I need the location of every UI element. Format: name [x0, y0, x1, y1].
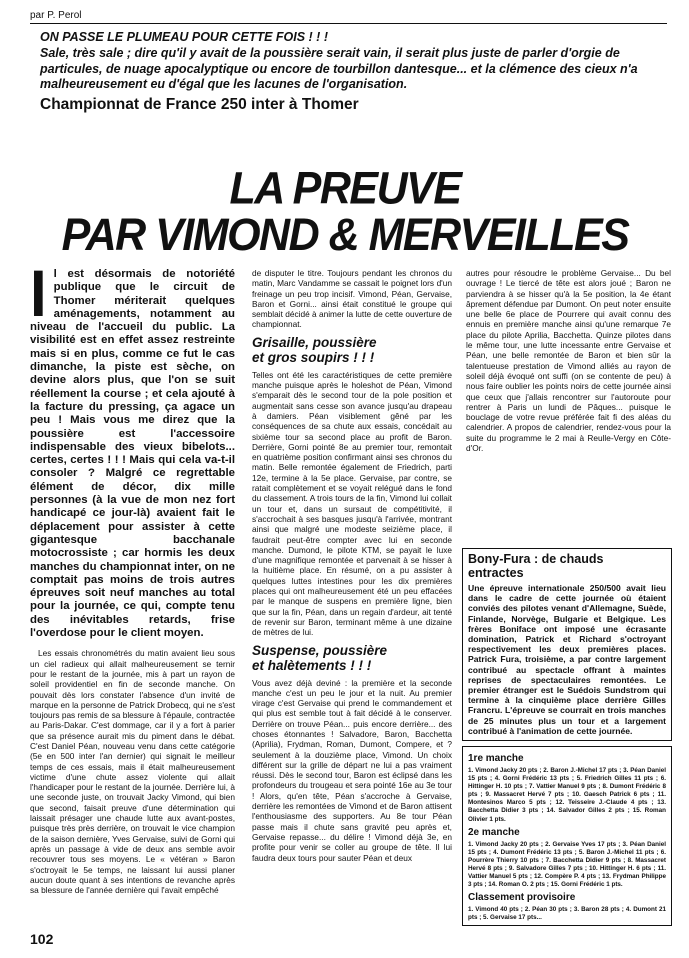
section-heading-2-line-2: et halètements ! ! ! — [252, 657, 372, 673]
results-list-manche-1: 1. Vimond Jacky 20 pts ; 2. Baron J.-Michel 17 pts ; 3. Péan Daniel 15 pts ; 4. Gorni Frédéric 13 pts ; 5. Friedrich Gilles 11 pts ; 6. Hittinger H. 10 pts ; 7. Vattier Manuel 9 pts ; 8. Dumont Frédéric 8 pts ; 9. Massacret Hervé 7 pts ; 10. Gaesch Patrick 6 pts ; 11. Montesinos Marco 5 pts ; 12. Teisseire J.-Claude 4 pts ; 13. Bacchetta Didier 3 pts ; 14. Salvador Gilles 2 pts ; 15. Roman Olivier 1 pts. — [468, 767, 666, 823]
section-heading-2 — [252, 643, 452, 673]
column-2-paragraph-2: Telles ont été les caractéristiques de cette première manche puisque après le holeshot de Péan, Vimond s'emparait dès le second tour de la pole position et augmentait sans cesse son avance jusqu'au drapeau à damiers. Péan visiblement gêné par les conséquences de sa chute aux essais, concédait au sixième tour sa second place au profit de Baron. Derrière, Gorni pointé 8e au premier tour, remontait en quatrième position confirmant ainsi ses chronos du matin. Belle remontée également de Friedrich, parti 12e, termine à la 5e place. Gervaise, par contre, se ratait complètement et se voyait relégué dans le fond du classement. A trois tours de la fin, Vimond lui collait un tour et, dans un sursaut de compétitivité, il s'accrochait à ses basques jusqu'à l'arrivée, montrant ainsi que malgré une modeste seizième place, il faudrait peut-être compter avec lui en seconde manche. Dumond, le pilote KTM, se payait le luxe d'une magnifique remontée et parvenait à se hisser à la huitième place. En résumé, on a pu assister à quelques luttes intestines pour les dix premières places qui ont malheureusement été un peu effacées par le manque de suspens en première ligne, bien que sur la fin, Péan, dans un regain d'ardeur, ait tenté de revenir sur Baron, terminant même à une dizaine de mètres de lui. — [252, 369, 452, 638]
lede-paragraph — [30, 256, 235, 640]
section-heading-1-line-1: Grisaille, poussière — [252, 334, 377, 350]
headline-line-2: PAR VIMOND & MERVEILLES — [61, 209, 629, 261]
column-3-paragraph: autres pour résoudre le problème Gervaise... Du bel ouvrage ! Le tiercé de tête est alors joué ; Baron ne parviendra à se hisser qu'à la 5e position, la 4e étant âprement défendue par Dumont. On peut noter ensuite une belle 6e place de Pourrere qui avait connu des ennuis en première manche ainsi qu'une remarque 7e place du pilote Aprilia, Bacchetta. Quinze pilotes dans le même tour, une lutte incessante entre Gervaise et Péan, une belle remontée de Baron et bien sûr la talentueuse prestation de Vimond alliés au rayon de soleil déjà évoqué ont suffi (on se contente de peu) à nous faire oublier les points noirs de cette journée ainsi que ceux que j'allais rencontrer sur l'autoroute pour rentrer à Paris un lundi de Pâques... puisque le bouclage de votre revue préférée fait fi des aléas du calendrier. A propos de calendrier, rendez-vous pour la suite du programme le 2 mai à Reulle-Vergy en Côte-d'Or. — [466, 268, 671, 454]
results-heading-provisional: Classement provisoire — [468, 892, 576, 904]
headline-line-1: LA PREUVE — [229, 163, 461, 215]
results-list-provisional: 1. Vimond 40 pts ; 2. Péan 30 pts ; 3. Baron 28 pts ; 4. Dumont 21 pts ; 5. Gervaise 17 pts... — [468, 906, 666, 922]
sidebar-box-title-line-1: Bony-Fura : de chauds — [468, 552, 604, 566]
page-number: 102 — [30, 931, 54, 947]
results-box — [462, 746, 672, 926]
sidebar-box-title — [468, 552, 666, 580]
drop-cap: I — [30, 256, 47, 331]
section-heading-1 — [252, 335, 452, 365]
sidebar-box-title-line-2: entractes — [468, 566, 524, 580]
column-1 — [30, 256, 235, 896]
lede-text: l est désormais de notoriété publique que le circuit de Thomer mériterait quelques aménagements, notamment au niveau de l'accueil du public. La visibilité est en effet assez restreinte mais si en plus, comme ce fut le cas dimanche, la piste est sèche, on devine alors plus, que l'on se suit réellement la course ; et cela ajouté à la facture du pressing, ça agace un peu ! Mais vous me direz que la poussière est l'accessoire indispensable des vieux bibelots... certes, certes ! ! ! Mais qui cela va-t-il consoler ? Malgré ce regrettable élément de décor, dix mille personnes (à la vue de mon nez fort handicapé ce jour-là) avaient fait le déplacement pour assister à cette gigantesque bacchanale motocrossiste ; car hormis les deux manches du championnat inter, on ne comptait pas moins de trois autres épreuves soit neuf manches au total pour la journée, ce qui, compte tenu des inévitables retards, frise l'overdose pour le client moyen. — [30, 268, 235, 640]
article-subtitle: Championnat de France 250 inter à Thomer — [40, 96, 359, 113]
results-heading-manche-2: 2e manche — [468, 826, 520, 838]
column-2-paragraph-1: de disputer le titre. Toujours pendant les chronos du matin, Marc Vandamme se cassait le poignet lors d'un freinage un peu trop incisif. Vimond, Péan, Gervaise, Baron et Gorni... ainsi était constitué le groupe qui semblait décidé à animer la lutte de cette ouverture de championnat. — [252, 268, 452, 330]
section-heading-2-line-1: Suspense, poussière — [252, 642, 388, 658]
section-heading-1-line-2: et gros soupirs ! ! ! — [252, 349, 375, 365]
column-3 — [466, 268, 671, 453]
results-heading-manche-1: 1re manche — [468, 753, 524, 764]
kicker-intro: Sale, très sale ; dire qu'il y avait de la poussière serait vain, il serait plus juste de parler d'orgie de particules, de nuage apocalyptique ou encore de tourbillon dantesque... et la clémence des cieux n'a malheureusement eu d'égal que les lacunes de l'organisation. — [40, 46, 638, 91]
sidebar-box-body: Une épreuve internationale 250/500 avait lieu dans le cadre de cette journée où étaient conviés des pilotes venant d'Allemagne, Suède, Finlande, Norvège, Bulgarie et Belgique. Les frères Boniface ont imposé une écrasante domination, Patrick et Richard s'octroyant respectivement les deux premières places. Patrick Fura, troisième, a par contre largement contribué au spectacle offrant à maintes reprises de spectaculaires remontées. Le premier étranger est le Suédois Sundstrom qui termine à la cinquième place derrière Gilles Francru. L'épreuve se courrait en trois manches de 25 minutes plus un tour et a largement contribué à l'animation de cette journée. — [468, 583, 666, 736]
column-2-paragraph-3: Vous avez déjà deviné : la première et la seconde manche c'est un peu le jour et la nuit. Au premier virage c'est Gervaise qui prend le commandement et qui plus est semble tout à fait décidé à le conserver. Derrière on trouve Péan... puis encore derrière... des choses étonnantes ! Salvadore, Baron, Bacchetta (Aprilia), Frydman, Roman, Dumont, Compere, et ? seulement à la douzième place, Vimond. Un choix différent sur la grille de départ ne lui a pas vraiment réussi. Dès le second tour, Baron est éclipsé dans les profondeurs du trougeau et sera pointé 16e au 3e tour ! Alors, qu'en tête, Péan s'accroche à Gervaise, derrière les remontées de Vimond et de Baron attisent l'enthousiasme des supporters. Au 8e tour Péan passe mais il chute sans gravité peu après et, Gervaise repasse... du délire ! Vimond déjà 3e, en profite pour venir se coller au groupe de tête. Il lui faudra deux tours pour sauter Péan et deux — [252, 677, 452, 863]
byline: par P. Perol — [30, 10, 82, 21]
column-1-paragraph: Les essais chronométrés du matin avaient lieu sous un ciel radieux qui allait malheureusement se ternir pour le restant de la journée, mis à part un rayon de soleil providentiel en fin de seconde manche. On pouvait dès lors constater l'absence d'un invité de marque en la personne de Patrick Drobecq, qui ne s'est toujours pas remis de sa blessure à l'épaule, contractée au Paris-Dakar. C'est dommage, car il y a fort à parier que sa présence aurait mis du piment dans le débat. C'est Daniel Péan, nouveau venu dans cette catégorie (5e en 500 inter l'an dernier) qui signait le meilleur temps de ces essais, mais il était malheureusement victime d'une chute assez violente qui allait l'handicaper pour le restant de la journée. Derrière lui, à une seconde juste, on trouvait Jacky Vimond, qui bien que second, faisait preuve d'une détermination qui laissait présager une chaude lutte aux avant-postes, puisque très près derrière, on trouvait le vice champion de la saison dernière, Yves Gervaise, suivi de Gorni qui après un passage à vide de deux ans semble avoir recouvrer tous ses moyens. Le « vétéran » Baron s'octroyait le 5e temps, ne laissant lui aussi planer aucun doute quant à ses intentions de revanche après sa blessure de l'année dernière qui l'avait empêché — [30, 648, 235, 896]
kicker: ON PASSE LE PLUMEAU POUR CETTE FOIS ! ! ! — [40, 30, 328, 44]
headline — [30, 163, 660, 261]
sidebar-box-bony-fura — [462, 548, 672, 741]
top-rule — [30, 23, 667, 24]
results-list-manche-2: 1. Vimond Jacky 20 pts ; 2. Gervaise Yves 17 pts ; 3. Péan Daniel 15 pts ; 4. Dumont Frédéric 13 pts ; 5. Baron J.-Michel 11 pts ; 6. Pourrère Thierry 10 pts ; 7. Bacchetta Didier 9 pts ; 8. Massacret Hervé 8 pts ; 9. Salvadore Gilles 7 pts ; 10. Hittinger H. 6 pts ; 11. Vattier Manuel 5 pts ; 12. Compère P. 4 pts ; 13. Frydman Philippe 3 pts ; 14. Roman O. 2 pts ; 15. Gorni Frédéric 1 pts. — [468, 840, 666, 889]
column-2 — [252, 268, 452, 863]
